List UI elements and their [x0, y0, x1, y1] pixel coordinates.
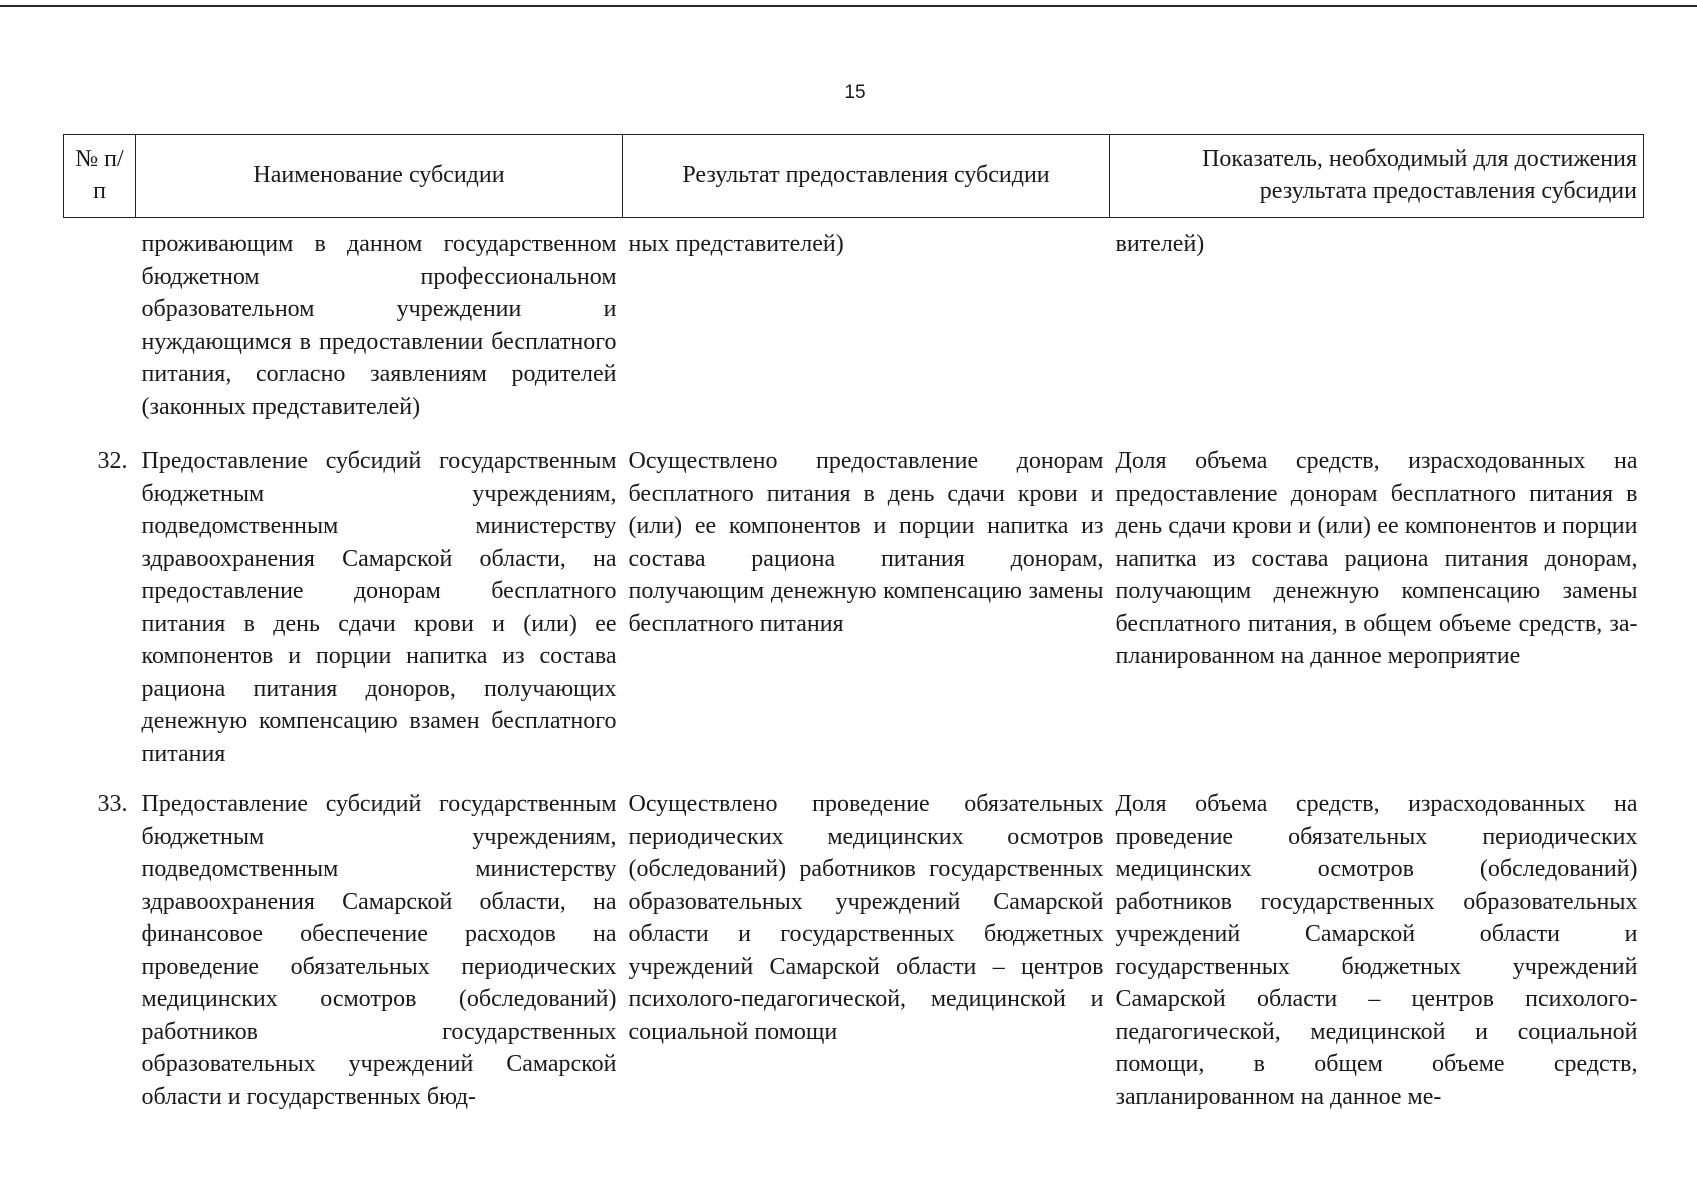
table-body — [64, 218, 1644, 1114]
header-row — [64, 135, 1644, 218]
top-border-line — [0, 5, 1697, 7]
subsidy-result-cell: Осуществлено предоставление донорам бесплатного питания в день сдачи крови и (или) ее компонентов и порции напитка из состава рациона питания донорам, получающим денежную компенсацию замены бесплатного питания — [628, 448, 1104, 637]
table-row — [64, 788, 1644, 1113]
subsidy-name-cell: Предоставление субсидий государственным бюджетным учреждениям, подведомственным министерству здравоохранения Самарской области, на предоставление донорам бесплатного питания в день сдачи крови и (или) ее компонентов и порции напитка из состава рациона питания доноров, получающих денежную компенсацию взамен бесплатного питания — [141, 448, 617, 767]
row-number — [64, 218, 136, 446]
page-number: 15 — [844, 82, 866, 103]
table-row — [64, 445, 1644, 788]
subsidy-table — [63, 134, 1644, 1113]
header-indicator: Показатель, необходимый для достижения результата предоставления субсидии — [1110, 135, 1644, 218]
subsidy-indicator-cell: Доля объема средств, израсходованных на проведение обязательных периодических медицинских осмотров (обследований) работников государственных образовательных учреждений Самарской области и государственных бюджетных учреждений Самарской области – центров психолого-педагогической, медицинской и социальной помощи, в общем объеме средств, запланированном на данное ме- — [1115, 791, 1638, 1110]
subsidy-indicator-cell: вителей) — [1115, 231, 1205, 257]
header-result: Результат предоставления субсидии — [623, 135, 1110, 218]
subsidy-result-cell: ных представителей) — [628, 231, 844, 257]
subsidy-name-cell: проживающим в данном государственном бюджетном профессиональном образовательном учреждении и нуждающимся в предоставлении бесплатного питания, согласно заявлениям родителей (законных представителей) — [141, 231, 617, 420]
row-number: 32. — [97, 448, 128, 474]
table-header — [64, 135, 1644, 218]
subsidy-name-cell: Предоставление субсидий государственным бюджетным учреждениям, подведомственным министерству здравоохранения Самарской области, на финансовое обеспечение расходов на проведение обязательных периодических медицинских осмотров (обследований) работников государственных образовательных учреждений Самарской области и государственных бюд- — [141, 791, 617, 1110]
subsidy-result-cell: Осуществлено проведение обязательных периодических медицинских осмотров (обследований) работников государственных образовательных учреждений Самарской области и государственных бюджетных учреждений Самарской области – центров психолого-педагогической, медицинской и социальной помощи — [628, 791, 1104, 1045]
row-number: 33. — [97, 791, 128, 817]
table-row — [64, 218, 1644, 446]
header-name: Наименование субсидии — [136, 135, 623, 218]
subsidy-indicator-cell: Доля объема средств, израсходованных на предоставление донорам бесплатного питания в день сдачи крови и (или) ее компонентов и порции напитка из состава рациона питания донорам, получающим денежную компенсацию замены бесплатного питания, в общем объеме средств, запланированном на данное мероприятие — [1115, 448, 1638, 669]
header-num: № п/п — [64, 135, 136, 218]
